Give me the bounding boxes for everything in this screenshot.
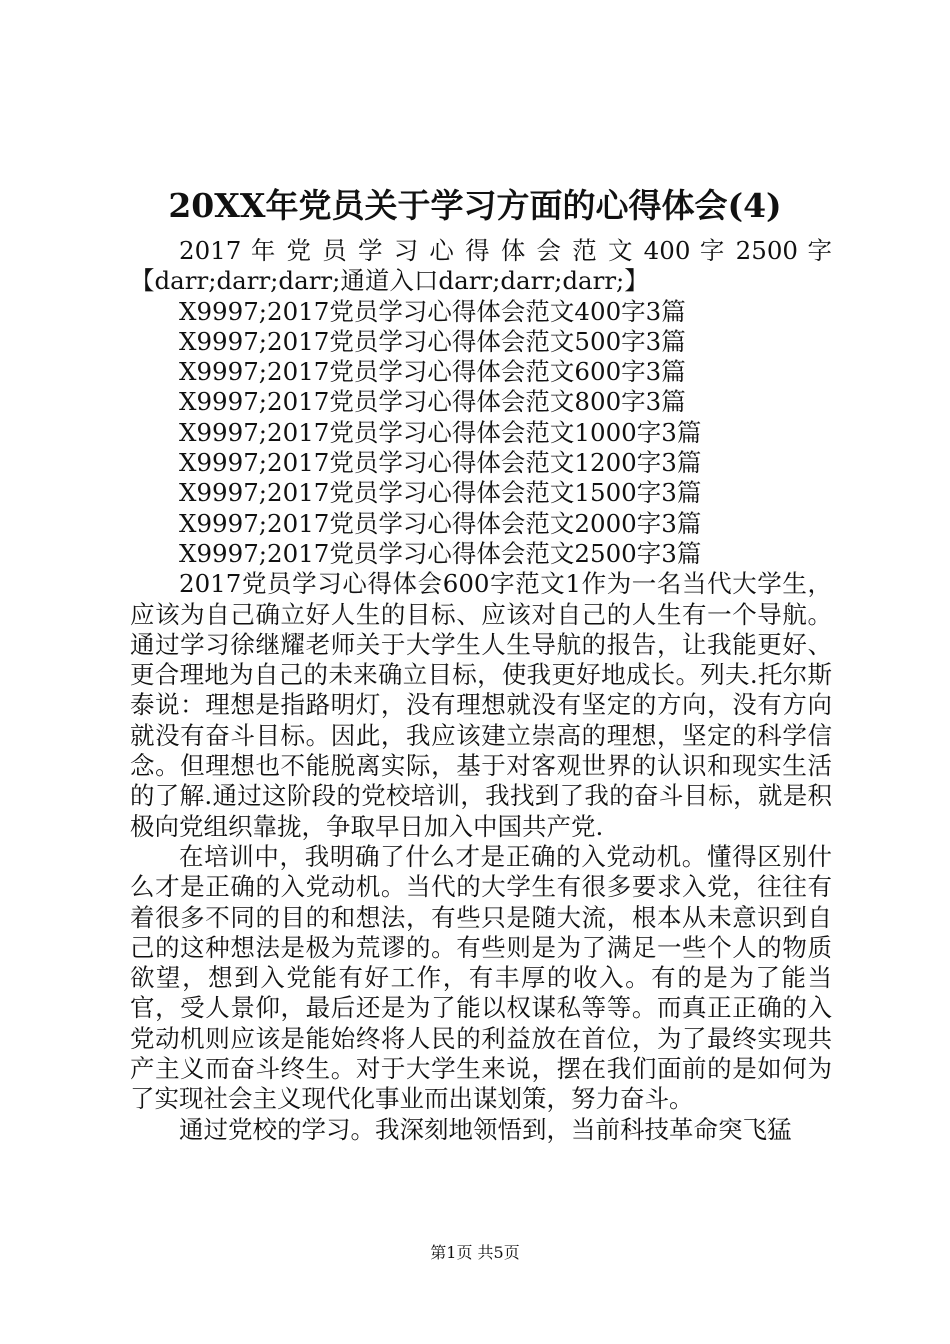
page-footer: 第1页 共5页 <box>430 1243 520 1262</box>
list-item[interactable]: X9997;2017党员学习心得体会范文1200字3篇 <box>179 448 702 478</box>
intro-line: 2017 年 党 员 学 习 心 得 体 会 范 文 400 字 2500 字 <box>179 236 832 265</box>
list-item[interactable]: X9997;2017党员学习心得体会范文600字3篇 <box>179 357 686 387</box>
paragraph: 2017党员学习心得体会600字范文1作为一名当代大学生，应该为自己确立好人生的目标、应该对自己的人生有一个导航。通过学习徐继耀老师关于大学生人生导航的报告，让我能更好、更合理地为自己的未来确立目标，使我更好地成长。列夫.托尔斯泰说：理想是指路明灯，没有理想就没有坚定的方向，没有方向就没有奋斗目标。因此，我应该建立崇高的理想，坚定的科学信念。但理想也不能脱离实际，基于对客观世界的认识和现实生活的了解.通过这阶段的党校培训，我找到了我的奋斗目标，就是积极向党组织靠拢，争取早日加入中国共产党. <box>130 569 832 841</box>
list-item[interactable]: X9997;2017党员学习心得体会范文400字3篇 <box>179 296 686 326</box>
list-item[interactable]: X9997;2017党员学习心得体会范文500字3篇 <box>179 326 686 356</box>
paragraph: 在培训中，我明确了什么才是正确的入党动机。懂得区别什么才是正确的入党动机。当代的大学生有很多要求入党，往往有着很多不同的目的和想法，有些只是随大流，根本从未意识到自己的这种想法是极为荒谬的。有些则是为了满足一些个人的物质欲望，想到入党能有好工作，有丰厚的收入。有的是为了能当官，受人景仰，最后还是为了能以权谋私等等。而真正正确的入党动机则应该是能始终将人民的利益放在首位，为了最终实现共产主义而奋斗终生。对于大学生来说，摆在我们面前的是如何为了实现社会主义现代化事业而出谋划策，努力奋斗。 <box>130 841 832 1114</box>
list-item[interactable]: X9997;2017党员学习心得体会范文2500字3篇 <box>179 538 702 568</box>
list-item[interactable]: X9997;2017党员学习心得体会范文2000字3篇 <box>179 508 702 538</box>
list-item[interactable]: X9997;2017党员学习心得体会范文1500字3篇 <box>179 478 702 508</box>
list-item[interactable]: X9997;2017党员学习心得体会范文1000字3篇 <box>179 417 702 447</box>
document-body <box>130 236 832 1145</box>
entry-link-line[interactable]: 【darr;darr;darr;通道入口darr;darr;darr;】 <box>130 266 649 296</box>
paragraph: 通过党校的学习。我深刻地领悟到，当前科技革命突飞猛 <box>179 1114 792 1144</box>
list-item[interactable]: X9997;2017党员学习心得体会范文800字3篇 <box>179 387 686 417</box>
document-title: 20XX年党员关于学习方面的心得体会(4) <box>168 186 782 225</box>
